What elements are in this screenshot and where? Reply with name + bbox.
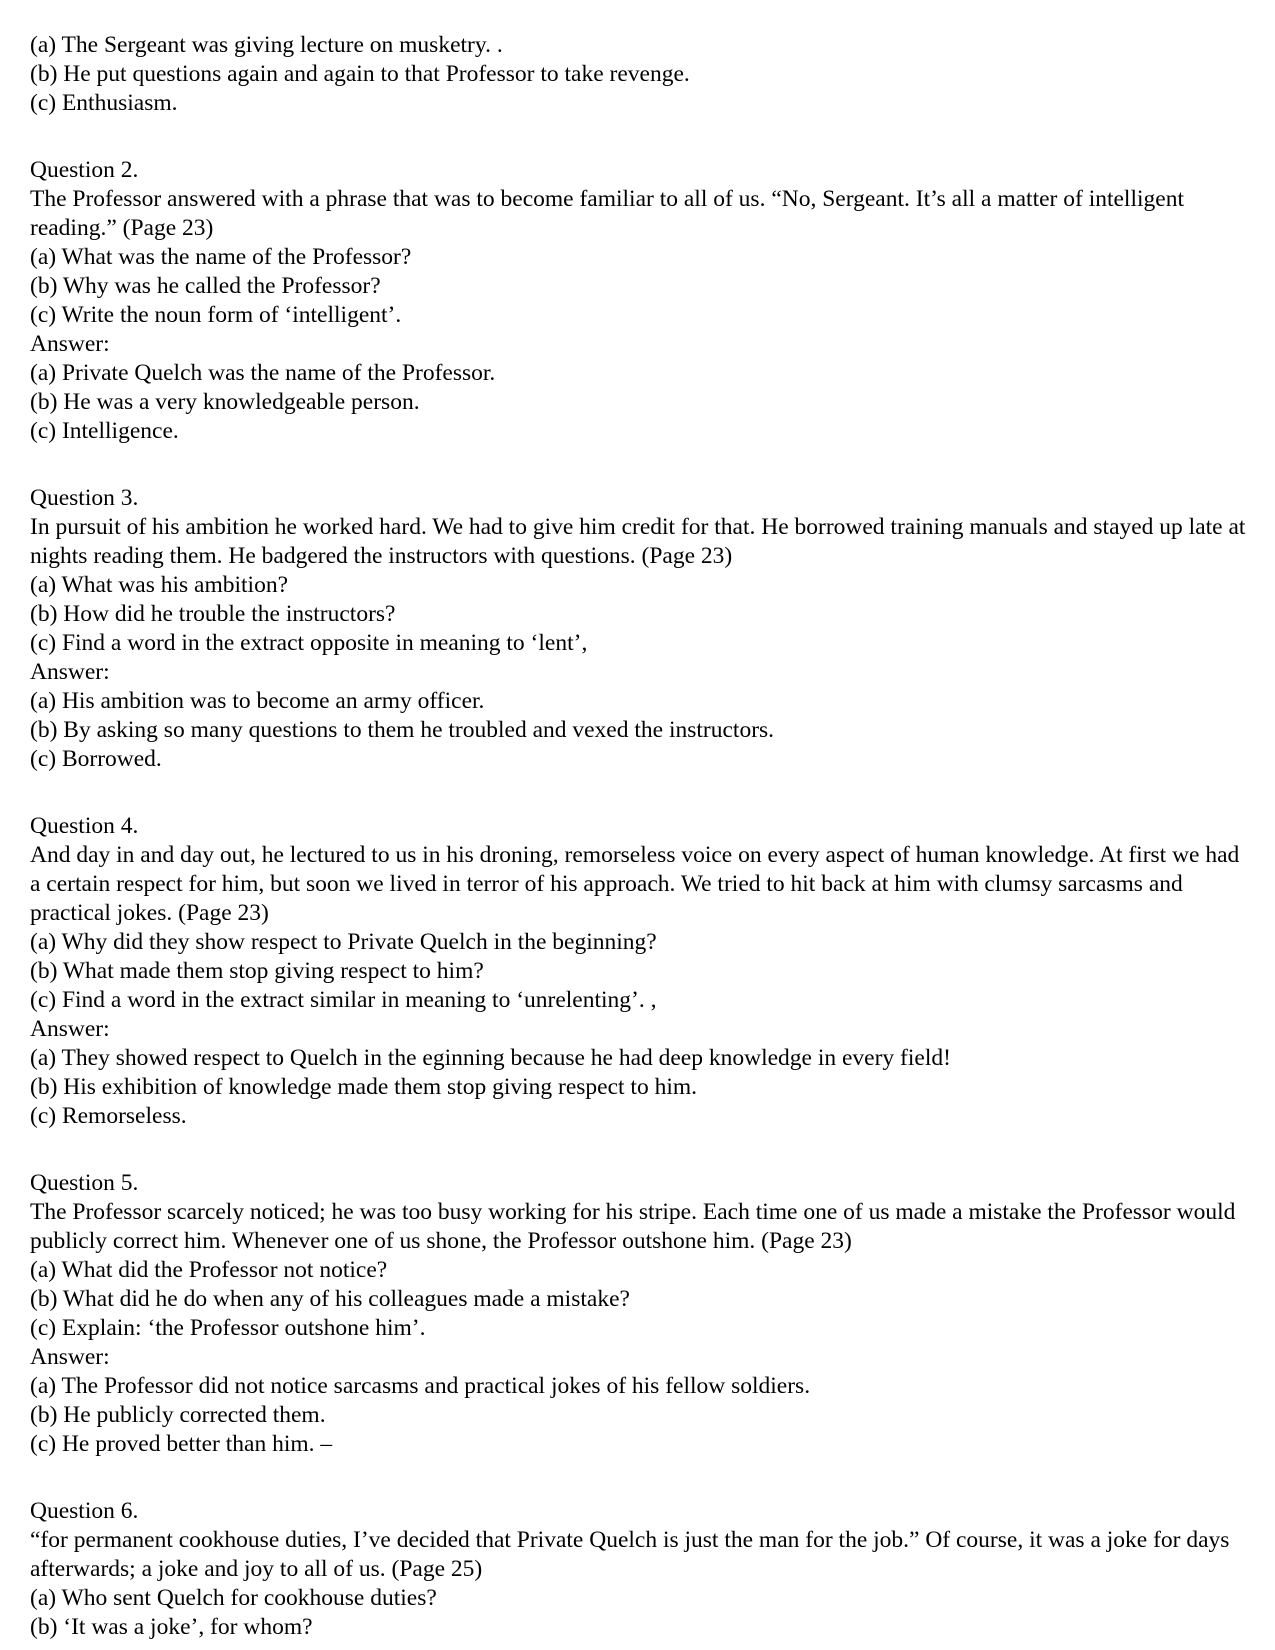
extract-text: And day in and day out, he lectured to us in his droning, remorseless voice on every aspect of human knowledge. At first we had a certain respect for him, but soon we lived in terror of his approach. We tried to hit back at him with clumsy sarcasms and practical jokes. (Page 23) xyxy=(30,842,1240,926)
sub-question: (b) How did he trouble the instructors? xyxy=(30,601,396,627)
sub-question: (c) Find a word in the extract opposite in meaning to ‘lent’, xyxy=(30,630,588,656)
answer-line: (a) Private Quelch was the name of the Professor. xyxy=(30,360,496,386)
answer-line: (b) He was a very knowledgeable person. xyxy=(30,389,420,415)
sub-question: (a) What was his ambition? xyxy=(30,572,288,598)
sub-question: (c) Explain: ‘the Professor outshone him’. xyxy=(30,1315,426,1341)
answer-line: (a) The Sergeant was giving lecture on musketry. . xyxy=(30,32,503,58)
question-5 xyxy=(30,1169,1247,1459)
sub-question: (a) What did the Professor not notice? xyxy=(30,1257,388,1283)
question-2 xyxy=(30,156,1247,446)
answer-line: (c) Borrowed. xyxy=(30,746,162,772)
sub-question: (a) What was the name of the Professor? xyxy=(30,244,412,270)
question-6 xyxy=(30,1497,1247,1642)
answer-line: (b) His exhibition of knowledge made them stop giving respect to him. xyxy=(30,1074,698,1100)
question-heading: Question 2. xyxy=(30,157,139,183)
extract-text: The Professor answered with a phrase that was to become familiar to all of us. “No, Sergeant. It’s all a matter of intelligent reading.” (Page 23) xyxy=(30,186,1184,241)
sub-question: (a) Who sent Quelch for cookhouse duties? xyxy=(30,1585,437,1611)
answer-line: (b) He put questions again and again to that Professor to take revenge. xyxy=(30,61,690,87)
answer-line: (c) Enthusiasm. xyxy=(30,90,178,116)
sub-question: (b) What made them stop giving respect to him? xyxy=(30,958,484,984)
answer-line: (c) He proved better than him. – xyxy=(30,1431,333,1457)
extract-text: In pursuit of his ambition he worked hard. We had to give him credit for that. He borrowed training manuals and stayed up late at nights reading them. He badgered the instructors with questions. (Page 23) xyxy=(30,514,1246,569)
answer-label: Answer: xyxy=(30,1344,110,1370)
answer-label: Answer: xyxy=(30,1016,110,1042)
answer-line: (b) He publicly corrected them. xyxy=(30,1402,326,1428)
answer-line: (a) They showed respect to Quelch in the eginning because he had deep knowledge in every field! xyxy=(30,1045,951,1071)
sub-question: (b) ‘It was a joke’, for whom? xyxy=(30,1614,313,1640)
extract-text: The Professor scarcely noticed; he was too busy working for his stripe. Each time one of us made a mistake the Professor would publicly correct him. Whenever one of us shone, the Professor outshone him. (Page 23) xyxy=(30,1199,1236,1254)
question-heading: Question 5. xyxy=(30,1170,139,1196)
question-3 xyxy=(30,484,1247,774)
question-1-answers xyxy=(30,31,1247,118)
question-heading: Question 6. xyxy=(30,1498,139,1524)
answer-line: (c) Intelligence. xyxy=(30,418,179,444)
answer-line: (b) By asking so many questions to them he troubled and vexed the instructors. xyxy=(30,717,775,743)
sub-question: (b) What did he do when any of his colleagues made a mistake? xyxy=(30,1286,630,1312)
answer-line: (a) The Professor did not notice sarcasms and practical jokes of his fellow soldiers. xyxy=(30,1373,811,1399)
sub-question: (c) Write the noun form of ‘intelligent’. xyxy=(30,302,402,328)
question-heading: Question 3. xyxy=(30,485,139,511)
answer-label: Answer: xyxy=(30,659,110,685)
question-heading: Question 4. xyxy=(30,813,139,839)
answer-line: (a) His ambition was to become an army officer. xyxy=(30,688,485,714)
answer-label: Answer: xyxy=(30,331,110,357)
question-4 xyxy=(30,812,1247,1131)
extract-text: “for permanent cookhouse duties, I’ve decided that Private Quelch is just the man for the job.” Of course, it was a joke for days afterwards; a joke and joy to all of us. (Page 25) xyxy=(30,1527,1230,1582)
answer-line: (c) Remorseless. xyxy=(30,1103,187,1129)
sub-question: (c) Find a word in the extract similar in meaning to ‘unrelenting’. , xyxy=(30,987,657,1013)
sub-question: (b) Why was he called the Professor? xyxy=(30,273,381,299)
sub-question: (a) Why did they show respect to Private Quelch in the beginning? xyxy=(30,929,657,955)
